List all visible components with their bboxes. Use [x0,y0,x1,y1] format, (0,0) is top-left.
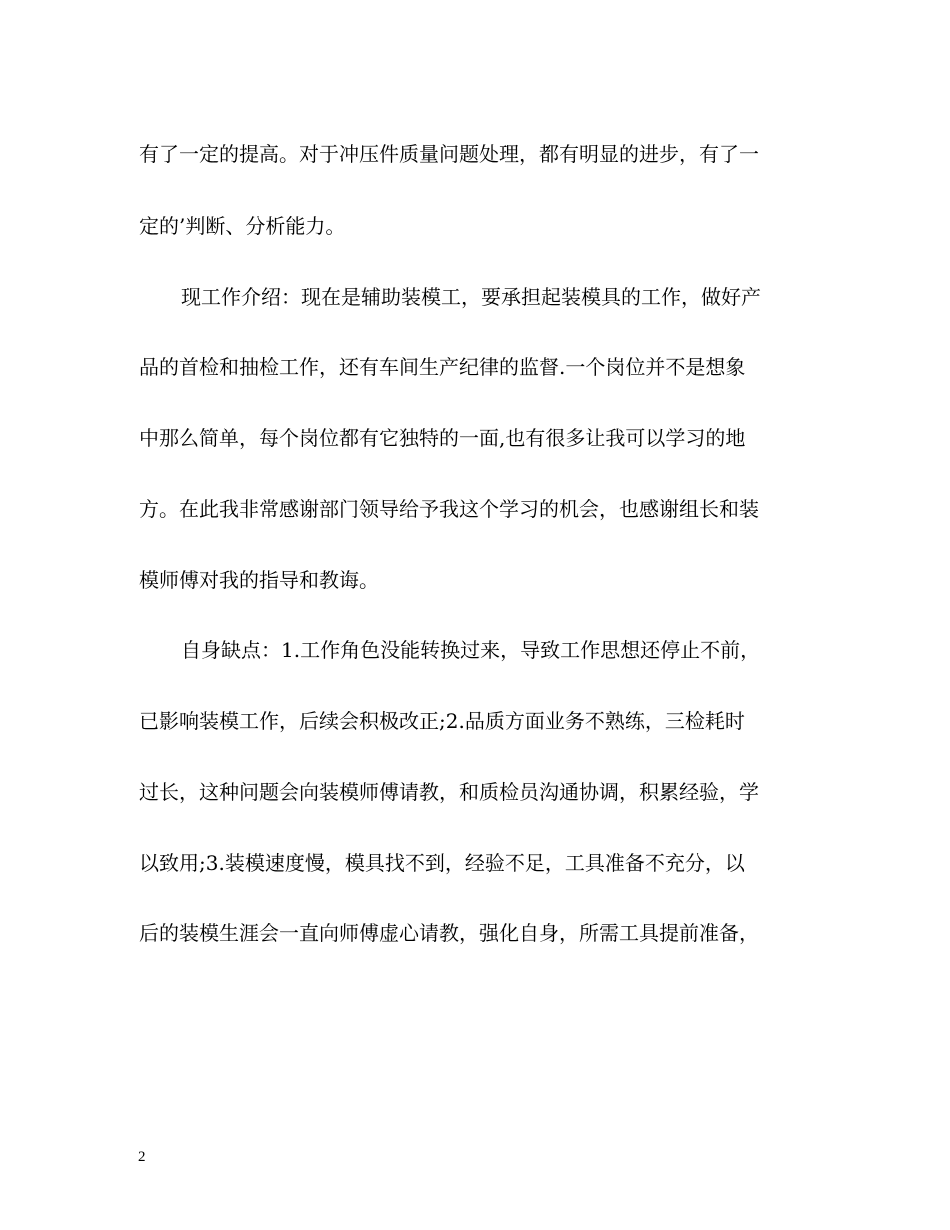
paragraph-start-line: 现工作介绍：现在是辅助装模工，要承担起装模具的工作，做好产 [181,285,761,309]
text-line: 以致用;3.装模速度慢，模具找不到，经验不足，工具准备不充分，以 [139,851,745,875]
paragraph-start-line: 自身缺点：1.工作角色没能转换过来，导致工作思想还停止不前， [181,638,761,662]
page-number: 2 [138,1149,146,1165]
text-line: 有了一定的提高。对于冲压件质量问题处理，都有明显的进步，有了一 [139,142,759,166]
text-line: 模师傅对我的指导和教诲。 [139,568,379,592]
text-line: 过长，这种问题会向装模师傅请教，和质检员沟通协调，积累经验，学 [139,780,759,804]
text-line: 后的装模生涯会一直向师傅虚心请教，强化自身，所需工具提前准备， [139,921,759,945]
text-line: 中那么简单，每个岗位都有它独特的一面,也有很多让我可以学习的地 [139,426,746,450]
text-line: 定的’判断、分析能力。 [139,214,346,238]
text-line: 已影响装模工作，后续会积极改正;2.品质方面业务不熟练，三检耗时 [139,709,745,733]
text-line: 方。在此我非常感谢部门领导给予我这个学习的机会，也感谢组长和装 [139,497,759,521]
text-line: 品的首检和抽检工作，还有车间生产纪律的监督.一个岗位并不是想象 [139,355,746,379]
